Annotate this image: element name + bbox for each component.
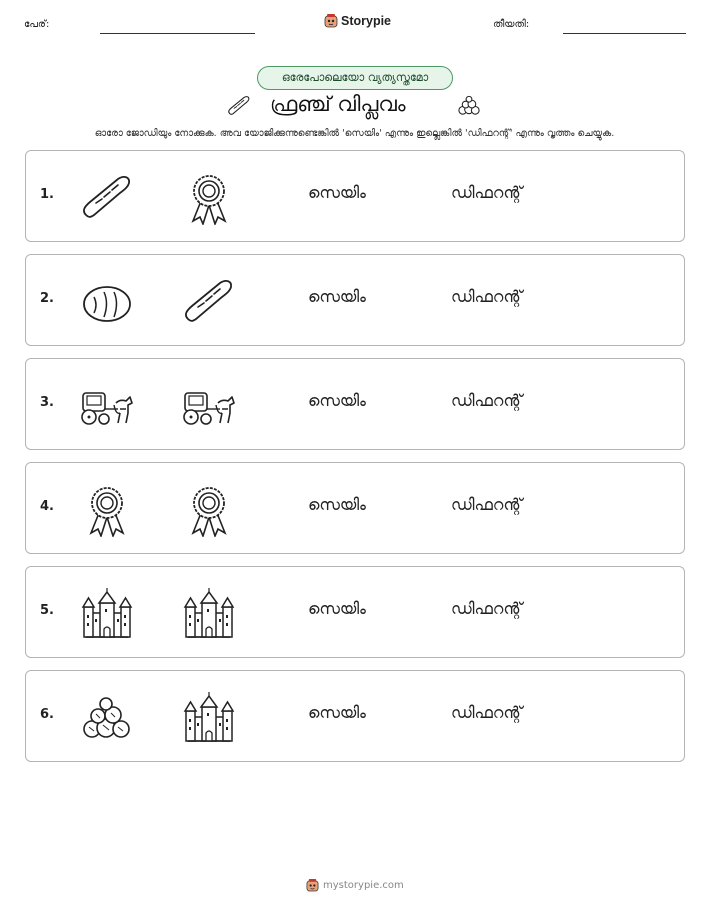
left-picture: [80, 691, 134, 745]
date-label: തീയതി:: [493, 19, 530, 30]
different-option[interactable]: ഡിഫറന്റ്: [451, 495, 523, 514]
left-picture: [80, 483, 134, 537]
question-number: 2.: [40, 291, 54, 306]
castle-icon: [182, 587, 236, 641]
different-option[interactable]: ഡിഫറന്റ്: [451, 287, 523, 306]
rosette-icon: [80, 483, 134, 537]
same-option[interactable]: സെയിം: [308, 703, 366, 722]
same-option[interactable]: സെയിം: [308, 391, 366, 410]
name-field-line[interactable]: [100, 33, 255, 34]
storypie-mascot-icon: [306, 878, 319, 892]
question-card: [25, 358, 685, 450]
question-card: [25, 670, 685, 762]
page-title: ഫ്രഞ്ച് വിപ്ലവം: [270, 92, 406, 116]
bread-loaf-icon: [80, 275, 134, 329]
right-picture: [182, 483, 236, 537]
baguette-icon: [182, 275, 236, 329]
brand-logo: [324, 13, 391, 28]
brand-name: Storypie: [341, 13, 392, 28]
different-option[interactable]: ഡിഫറന്റ്: [451, 391, 523, 410]
same-option[interactable]: സെയിം: [308, 599, 366, 618]
title-row: [0, 92, 709, 120]
question-card: [25, 462, 685, 554]
different-option[interactable]: ഡിഫറന്റ്: [451, 703, 523, 722]
instructions: ഓരോ ജോഡിയും നോക്കുക. അവ യോജിക്കുന്നുണ്ടെങ്കിൽ 'സെയിം' എന്നും ഇല്ലെങ്കിൽ 'ഡിഫറന്റ്' എന്നും വൃത്തം ചെയ്യുക.: [94, 128, 615, 139]
question-card: [25, 566, 685, 658]
left-picture: [80, 379, 134, 433]
right-picture: [182, 275, 236, 329]
castle-icon: [80, 587, 134, 641]
worksheet-header: [0, 0, 709, 50]
right-picture: [182, 171, 236, 225]
carriage-icon: [80, 379, 134, 433]
question-card: [25, 150, 685, 242]
castle-icon: [182, 691, 236, 745]
footer: [306, 878, 404, 892]
same-option[interactable]: സെയിം: [308, 183, 366, 202]
worksheet-type-badge: ഒരേപോലെയോ വ്യത്യസ്തമോ: [257, 66, 453, 90]
right-picture: [182, 691, 236, 745]
same-option[interactable]: സെയിം: [308, 495, 366, 514]
storypie-mascot-icon: [324, 13, 338, 28]
question-number: 3.: [40, 395, 54, 410]
left-picture: [80, 587, 134, 641]
rubble-icon: [80, 691, 134, 745]
rosette-icon: [182, 483, 236, 537]
baguette-icon: [223, 94, 255, 118]
right-picture: [182, 379, 236, 433]
different-option[interactable]: ഡിഫറന്റ്: [451, 599, 523, 618]
same-option[interactable]: സെയിം: [308, 287, 366, 306]
rubble-icon: [455, 93, 483, 119]
left-picture: [80, 171, 134, 225]
different-option[interactable]: ഡിഫറന്റ്: [451, 183, 523, 202]
question-number: 6.: [40, 707, 54, 722]
left-picture: [80, 275, 134, 329]
question-card: [25, 254, 685, 346]
right-picture: [182, 587, 236, 641]
footer-url: mystorypie.com: [323, 879, 404, 891]
question-number: 1.: [40, 187, 54, 202]
rosette-icon: [182, 171, 236, 225]
date-field-line[interactable]: [563, 33, 686, 34]
carriage-icon: [182, 379, 236, 433]
name-label: പേര്:: [24, 19, 50, 30]
question-number: 5.: [40, 603, 54, 618]
question-number: 4.: [40, 499, 54, 514]
baguette-icon: [80, 171, 134, 225]
